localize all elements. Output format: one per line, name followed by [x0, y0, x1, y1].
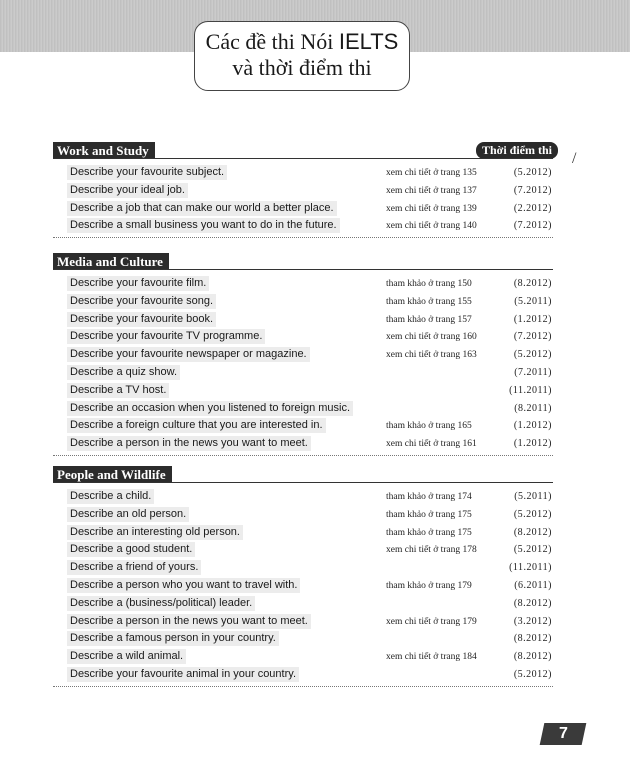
topic-text: Describe your favourite subject. — [67, 165, 227, 180]
topic-text: Describe an interesting old person. — [67, 525, 243, 540]
title-text: Các đề thi Nói — [205, 29, 334, 54]
topic-text: Describe a foreign culture that you are interested in. — [67, 418, 326, 433]
topic-text: Describe a small business you want to do in the future. — [67, 218, 340, 233]
topic-row — [53, 346, 553, 364]
page-title-line1 — [195, 29, 409, 55]
title-ielts: IELTS — [338, 29, 399, 54]
exam-date: (7.2012) — [513, 331, 552, 343]
page-reference: xem chi tiết ở trang 178 — [386, 545, 477, 556]
topic-text: Describe a person in the news you want to meet. — [67, 614, 311, 629]
exam-date: (1.2012) — [513, 313, 552, 325]
page-number — [540, 723, 587, 745]
exam-date: (8.2011) — [514, 402, 552, 414]
exam-date: (7.2011) — [514, 366, 552, 378]
exam-date: (7.2012) — [513, 184, 552, 196]
topic-text: Describe a TV host. — [67, 383, 169, 398]
exam-date: (7.2012) — [513, 220, 552, 232]
topic-text: Describe a famous person in your country. — [67, 631, 279, 646]
exam-date: (11.2011) — [509, 562, 552, 574]
exam-date: (8.2012) — [513, 278, 552, 289]
page-reference: tham khảo ở trang 175 — [386, 527, 472, 538]
topic-text: Describe an old person. — [67, 507, 189, 522]
page-reference: xem chi tiết ở trang 163 — [386, 350, 477, 361]
topic-row — [53, 200, 553, 218]
exam-date: (5.2012) — [513, 167, 552, 178]
page-reference: xem chi tiết ở trang 140 — [386, 221, 477, 232]
topic-row — [53, 435, 553, 453]
topic-row — [53, 666, 553, 684]
page-reference: xem chi tiết ở trang 135 — [386, 168, 477, 178]
section-media-and-culture — [53, 253, 553, 456]
exam-date: (8.2012) — [513, 651, 552, 663]
topic-row — [53, 488, 553, 506]
page-reference: xem chi tiết ở trang 184 — [386, 652, 477, 663]
exam-date: (5.2011) — [514, 295, 552, 307]
exam-date: (11.2011) — [509, 384, 552, 396]
topic-row — [53, 595, 553, 613]
topic-text: Describe a wild animal. — [67, 649, 186, 664]
exam-date: (1.2012) — [513, 420, 552, 432]
topic-row — [53, 328, 553, 346]
topic-row — [53, 559, 553, 577]
page-reference: tham khảo ở trang 157 — [386, 314, 472, 325]
page-reference: xem chi tiết ở trang 137 — [386, 185, 477, 196]
section-rule — [53, 269, 553, 270]
section-header: People and Wildlife — [53, 466, 172, 483]
section-work-and-study — [53, 142, 553, 238]
topic-list — [53, 488, 553, 687]
section-rule — [53, 158, 553, 159]
topic-row — [53, 613, 553, 631]
exam-date: (5.2012) — [513, 544, 552, 556]
section-header: Work and Study — [53, 142, 155, 159]
page-reference: tham khảo ở trang 150 — [386, 279, 472, 289]
topic-text: Describe a friend of yours. — [67, 560, 201, 575]
page-reference: xem chi tiết ở trang 179 — [386, 616, 477, 627]
topic-row — [53, 400, 553, 418]
topic-row — [53, 524, 553, 542]
page-reference: tham khảo ở trang 179 — [386, 580, 472, 591]
topic-text: Describe your favourite song. — [67, 294, 216, 309]
exam-time-badge: Thời điểm thi — [476, 142, 558, 159]
topic-text: Describe your favourite TV programme. — [67, 329, 265, 344]
topic-row — [53, 382, 553, 400]
page-title-line2: và thời điểm thi — [232, 55, 372, 80]
topic-list — [53, 164, 553, 238]
exam-date: (6.2011) — [514, 579, 552, 591]
page-reference: xem chi tiết ở trang 160 — [386, 332, 477, 343]
section-rule — [53, 482, 553, 483]
exam-date: (2.2012) — [513, 202, 552, 214]
page-reference: tham khảo ở trang 175 — [386, 509, 472, 520]
topic-text: Describe your favourite animal in your country. — [67, 667, 299, 682]
topic-text: Describe your favourite book. — [67, 312, 216, 327]
exam-date: (5.2012) — [513, 349, 552, 361]
section-header: Media and Culture — [53, 253, 169, 270]
topic-row — [53, 311, 553, 329]
topic-text: Describe your ideal job. — [67, 183, 188, 198]
exam-date: (1.2012) — [513, 438, 552, 450]
page-reference: tham khảo ở trang 155 — [386, 296, 472, 307]
topic-text: Describe a child. — [67, 489, 154, 504]
topic-row — [53, 630, 553, 648]
topic-row — [53, 541, 553, 559]
exam-date: (8.2012) — [513, 633, 552, 645]
exam-date: (8.2012) — [513, 597, 552, 609]
topic-text: Describe a person in the news you want to meet. — [67, 436, 311, 451]
topic-row — [53, 506, 553, 524]
exam-date: (5.2012) — [513, 508, 552, 520]
topic-row — [53, 293, 553, 311]
page-reference: tham khảo ở trang 165 — [386, 421, 472, 432]
page-title-box — [194, 21, 410, 91]
topic-text: Describe a job that can make our world a better place. — [67, 201, 337, 216]
exam-date: (3.2012) — [513, 615, 552, 627]
topic-text: Describe a good student. — [67, 542, 195, 557]
topic-list — [53, 275, 553, 456]
page-reference: xem chi tiết ở trang 161 — [386, 439, 477, 450]
page-reference: xem chi tiết ở trang 139 — [386, 203, 477, 214]
exam-date: (8.2012) — [513, 526, 552, 538]
page-reference: tham khảo ở trang 174 — [386, 492, 472, 502]
topic-row — [53, 164, 553, 182]
page-number-text: 7 — [558, 725, 568, 742]
topic-text: Describe a person who you want to travel with. — [67, 578, 300, 593]
topic-text: Describe your favourite film. — [67, 276, 209, 291]
topic-row — [53, 217, 553, 235]
topic-text: Describe an occasion when you listened to foreign music. — [67, 401, 353, 416]
topic-row — [53, 275, 553, 293]
topic-text: Describe your favourite newspaper or magazine. — [67, 347, 310, 362]
topic-row — [53, 577, 553, 595]
exam-date: (5.2011) — [514, 491, 552, 502]
exam-date: (5.2012) — [513, 668, 552, 680]
section-people-and-wildlife — [53, 466, 553, 687]
topic-row — [53, 364, 553, 382]
topic-row — [53, 417, 553, 435]
topic-text: Describe a (business/political) leader. — [67, 596, 255, 611]
topic-row — [53, 648, 553, 666]
topic-text: Describe a quiz show. — [67, 365, 180, 380]
margin-mark: / — [572, 150, 577, 167]
topic-row — [53, 182, 553, 200]
